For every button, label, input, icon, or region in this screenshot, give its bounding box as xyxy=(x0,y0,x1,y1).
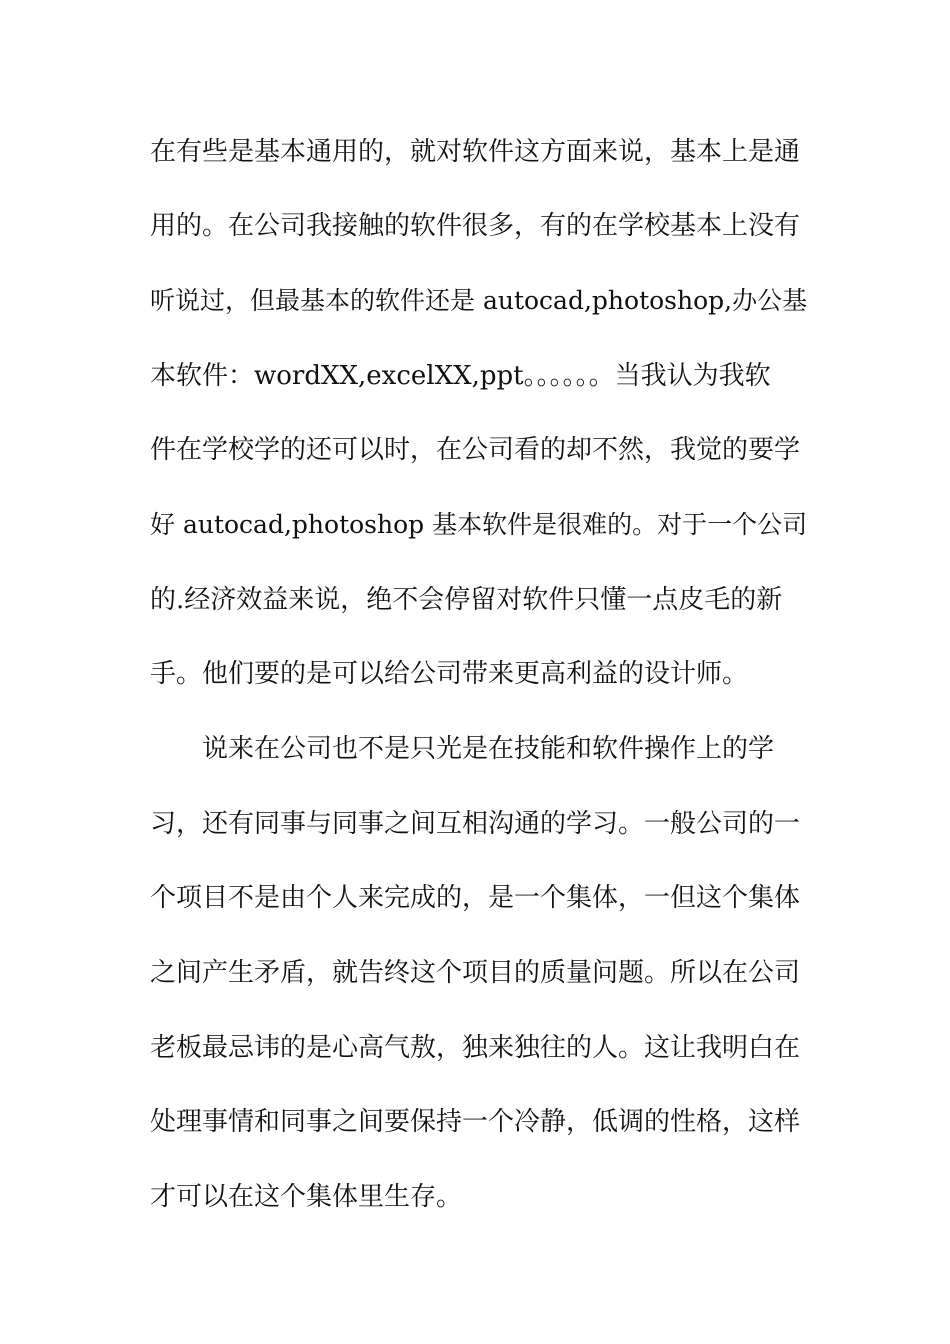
paragraph-1-line-1: 在有些是基本通用的，就对软件这方面来说，基本上是通 xyxy=(150,137,801,167)
paragraph-2-line-7: 才可以在这个集体里生存。 xyxy=(150,1182,463,1212)
paragraph-1-line-5: 件在学校学的还可以时，在公司看的却不然，我觉的要学 xyxy=(150,435,801,465)
paragraph-1-line-7: 的.经济效益来说，绝不会停留对软件只懂一点皮毛的新 xyxy=(150,585,783,615)
paragraph-1-line-4: 本软件：wordXX,excelXX,ppt。。。。。。当我认为我软 xyxy=(150,361,771,391)
paragraph-1-line-2: 用的。在公司我接触的软件很多，有的在学校基本上没有 xyxy=(150,211,801,241)
paragraph-1-line-6: 好 autocad,photoshop 基本软件是很难的。对于一个公司 xyxy=(150,510,808,539)
paragraph-2-line-5: 老板最忌讳的是心高气敖，独来独往的人。这让我明白在 xyxy=(150,1033,801,1063)
paragraph-1-line-3: 听说过，但最基本的软件还是 autocad,photoshop,办公基 xyxy=(150,286,808,315)
paragraph-1-line-8: 手。他们要的是可以给公司带来更高利益的设计师。 xyxy=(150,659,749,689)
paragraph-2-line-2: 习，还有同事与同事之间互相沟通的学习。一般公司的一 xyxy=(150,809,801,839)
paragraph-2-line-4: 之间产生矛盾，就告终这个项目的质量问题。所以在公司 xyxy=(150,958,801,988)
paragraph-2-line-3: 个项目不是由个人来完成的，是一个集体，一但这个集体 xyxy=(150,883,801,913)
paragraph-2-line-1: 说来在公司也不是只光是在技能和软件操作上的学 xyxy=(202,734,775,764)
paragraph-2-line-6: 处理事情和同事之间要保持一个冷静，低调的性格，这样 xyxy=(150,1107,801,1137)
